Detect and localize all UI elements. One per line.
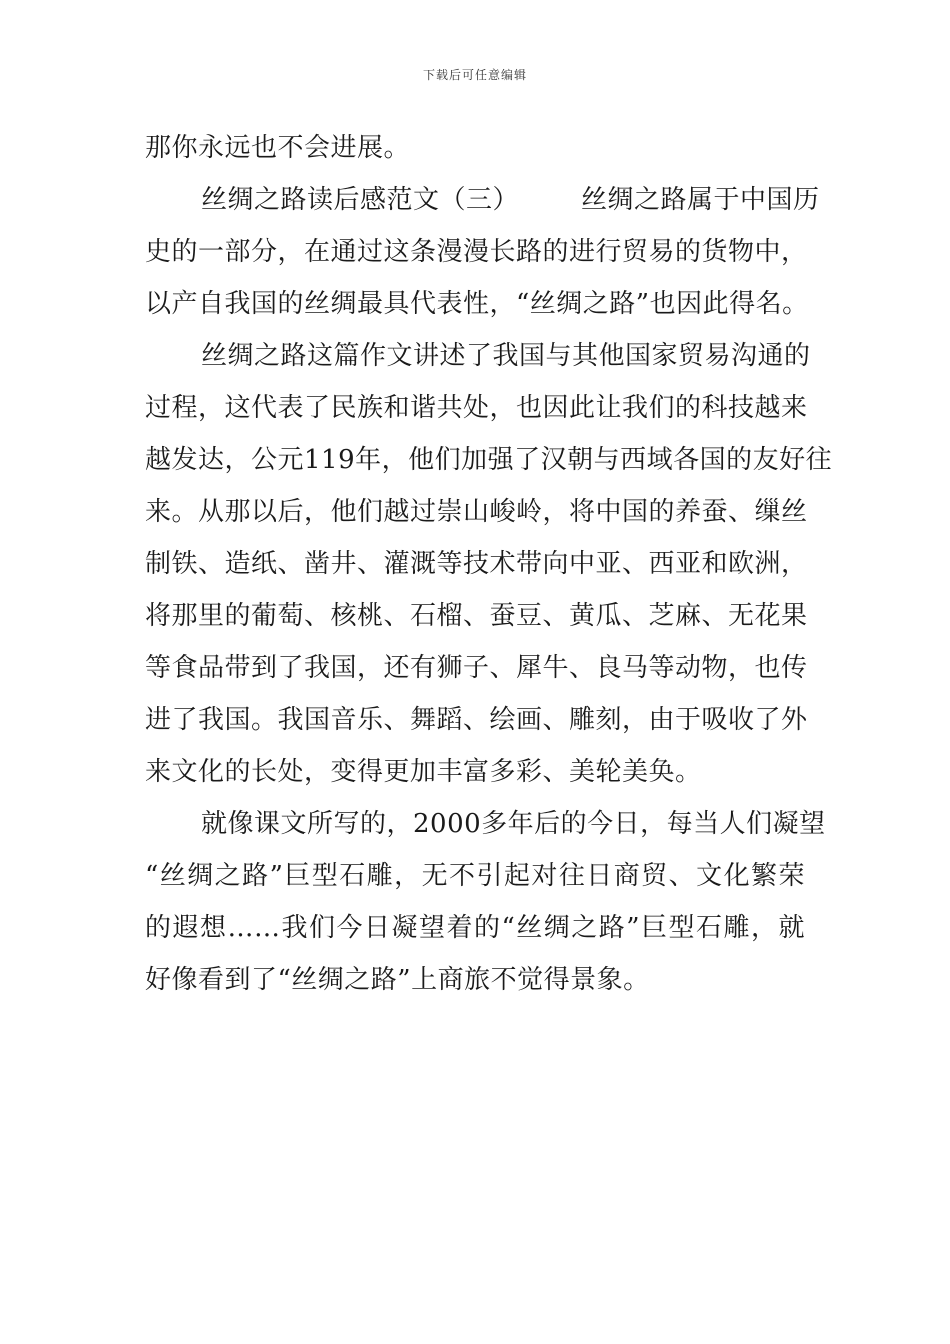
paragraph-start: 丝绸之路属于中国历 <box>581 185 820 215</box>
paragraph-heading-line <box>145 174 820 226</box>
paragraph-start-line: 丝绸之路这篇作文讲述了我国与其他国家贸易沟通的 <box>201 341 811 371</box>
paragraph-start-line: 就像课文所写的，2000多年后的今日，每当人们凝望 <box>201 809 826 839</box>
text-line: 以产自我国的丝绸最具代表性，“丝绸之路”也因此得名。 <box>145 289 809 319</box>
essay-title: 丝绸之路读后感范文（三） <box>201 185 520 215</box>
text-line: 制铁、造纸、凿井、灌溉等技术带向中亚、西亚和欧洲， <box>145 549 808 579</box>
text-line: “丝绸之路”巨型石雕，无不引起对往日商贸、文化繁荣 <box>145 861 805 891</box>
text-line: 将那里的葡萄、核桃、石榴、蚕豆、黄瓜、芝麻、无花果 <box>145 601 808 631</box>
text-line: 的遐想……我们今日凝望着的“丝绸之路”巨型石雕，就 <box>145 913 805 943</box>
text-line: 进了我国。我国音乐、舞蹈、绘画、雕刻，由于吸收了外 <box>145 705 808 735</box>
text-line: 那你永远也不会进展。 <box>145 133 411 163</box>
text-line: 好像看到了“丝绸之路”上商旅不觉得景象。 <box>145 965 650 995</box>
text-line: 过程，这代表了民族和谐共处，也因此让我们的科技越来 <box>145 393 808 423</box>
text-line: 越发达，公元119年，他们加强了汉朝与西域各国的友好往 <box>145 445 833 475</box>
text-line: 史的一部分，在通过这条漫漫长路的进行贸易的货物中， <box>145 237 808 267</box>
page-header-note: 下载后可任意编辑 <box>422 68 527 82</box>
text-line: 等食品带到了我国，还有狮子、犀牛、良马等动物，也传 <box>145 653 808 683</box>
text-line: 来文化的长处，变得更加丰富多彩、美轮美奂。 <box>145 757 702 787</box>
text-line: 来。从那以后，他们越过崇山峻岭，将中国的养蚕、缫丝 <box>145 497 808 527</box>
document-body <box>145 122 833 1006</box>
